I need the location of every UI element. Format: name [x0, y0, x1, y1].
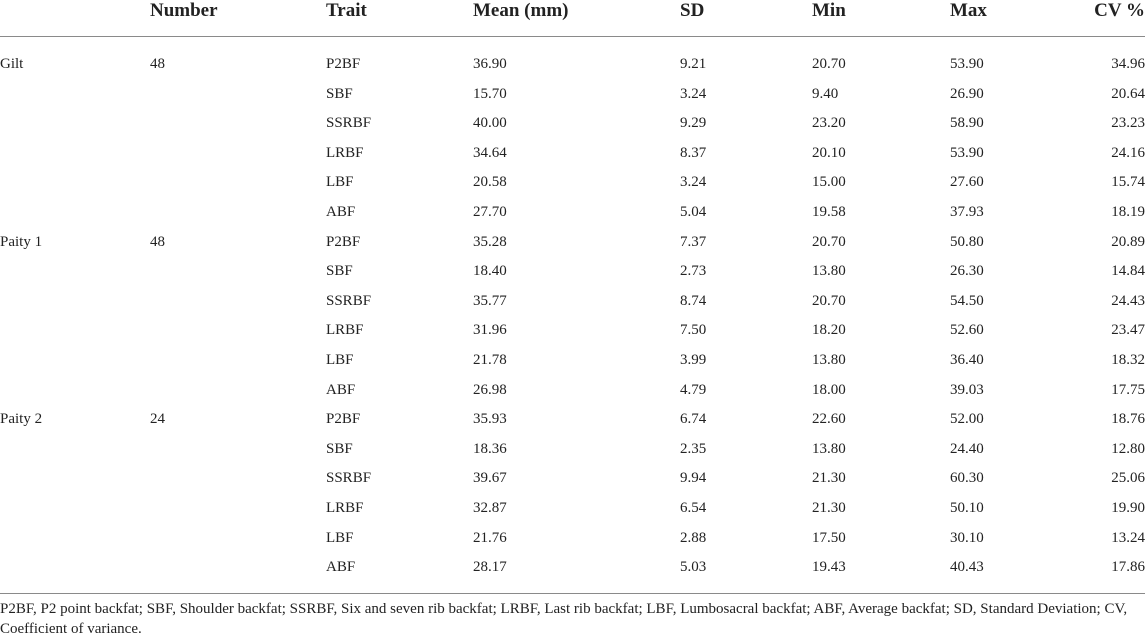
cell-mean: 20.58 [473, 174, 507, 191]
cell-min: 9.40 [812, 85, 839, 102]
cell-group [0, 262, 150, 292]
cell-group [0, 381, 150, 411]
cell-sd: 4.79 [680, 381, 707, 398]
header-group [0, 0, 150, 37]
cell-number [150, 381, 326, 411]
cell-max: 39.03 [950, 381, 984, 398]
cell-cv: 24.16 [1111, 144, 1145, 161]
cell-mean: 32.87 [473, 499, 507, 516]
cell-mean: 15.70 [473, 85, 507, 102]
cell-sd: 8.37 [680, 144, 707, 161]
cell-trait: P2BF [326, 56, 361, 72]
header-cv: CV % [1094, 0, 1145, 21]
cell-max: 52.00 [950, 411, 984, 428]
cell-trait: ABF [326, 203, 356, 220]
cell-mean: 31.96 [473, 322, 507, 339]
cell-min: 20.70 [812, 233, 846, 250]
cell-mean: 27.70 [473, 203, 507, 220]
cell-mean: 28.17 [473, 559, 507, 576]
table-row [0, 381, 1145, 411]
cell-group: Paity 1 [0, 233, 43, 250]
cell-number [150, 262, 326, 292]
cell-cv: 24.43 [1111, 292, 1145, 309]
cell-cv: 15.74 [1111, 174, 1145, 191]
table-row [0, 499, 1145, 529]
header-mean: Mean (mm) [473, 0, 569, 21]
cell-cv: 19.90 [1111, 499, 1145, 516]
cell-number [150, 321, 326, 351]
cell-mean: 21.76 [473, 529, 507, 546]
cell-number [150, 440, 326, 470]
cell-sd: 2.73 [680, 263, 707, 280]
cell-group [0, 558, 150, 598]
cell-sd: 5.03 [680, 559, 707, 576]
cell-sd: 5.04 [680, 203, 707, 220]
table-body [0, 37, 1145, 598]
cell-trait: SBF [326, 440, 353, 457]
cell-min: 13.80 [812, 263, 846, 280]
header-max: Max [950, 0, 987, 21]
cell-trait: P2BF [326, 233, 361, 250]
cell-sd: 3.24 [680, 174, 707, 191]
cell-max: 58.90 [950, 115, 984, 132]
cell-max: 50.10 [950, 499, 984, 516]
table-row [0, 144, 1145, 174]
table-row [0, 37, 1145, 85]
cell-cv: 20.64 [1111, 85, 1145, 102]
cell-min: 21.30 [812, 470, 846, 487]
cell-trait: LRBF [326, 322, 364, 339]
cell-trait: ABF [326, 559, 356, 576]
cell-group [0, 292, 150, 322]
table-row [0, 558, 1145, 598]
cell-group [0, 321, 150, 351]
cell-sd: 6.74 [680, 411, 707, 428]
cell-number: 48 [150, 56, 165, 72]
cell-number [150, 292, 326, 322]
cell-sd: 9.29 [680, 115, 707, 132]
cell-mean: 35.93 [473, 411, 507, 428]
cell-min: 18.20 [812, 322, 846, 339]
cell-max: 54.50 [950, 292, 984, 309]
cell-sd: 2.35 [680, 440, 707, 457]
cell-mean: 40.00 [473, 115, 507, 132]
cell-min: 22.60 [812, 411, 846, 428]
table-row [0, 469, 1145, 499]
cell-cv: 18.19 [1111, 203, 1145, 220]
table-row [0, 203, 1145, 233]
cell-cv: 17.75 [1111, 381, 1145, 398]
cell-group [0, 440, 150, 470]
cell-group: Paity 2 [0, 411, 43, 428]
header-trait: Trait [326, 0, 367, 21]
cell-trait: LBF [326, 351, 354, 368]
cell-mean: 39.67 [473, 470, 507, 487]
cell-mean: 18.40 [473, 263, 507, 280]
cell-trait: SBF [326, 263, 353, 280]
cell-sd: 7.50 [680, 322, 707, 339]
cell-cv: 17.86 [1111, 559, 1145, 576]
table-row [0, 410, 1145, 440]
cell-sd: 3.24 [680, 85, 707, 102]
cell-min: 18.00 [812, 381, 846, 398]
table-row [0, 262, 1145, 292]
table-row [0, 233, 1145, 263]
cell-cv: 25.06 [1111, 470, 1145, 487]
cell-number [150, 469, 326, 499]
cell-max: 24.40 [950, 440, 984, 457]
cell-trait: SBF [326, 85, 353, 102]
cell-group [0, 173, 150, 203]
cell-mean: 35.28 [473, 233, 507, 250]
cell-group [0, 351, 150, 381]
cell-group [0, 144, 150, 174]
cell-sd: 6.54 [680, 499, 707, 516]
cell-mean: 36.90 [473, 56, 507, 72]
table-row [0, 292, 1145, 322]
cell-cv: 20.89 [1111, 233, 1145, 250]
cell-max: 37.93 [950, 203, 984, 220]
cell-max: 26.90 [950, 85, 984, 102]
table-row [0, 440, 1145, 470]
cell-mean: 26.98 [473, 381, 507, 398]
cell-number: 24 [150, 411, 165, 428]
cell-min: 20.70 [812, 292, 846, 309]
cell-max: 52.60 [950, 322, 984, 339]
cell-max: 40.43 [950, 559, 984, 576]
cell-max: 53.90 [950, 56, 984, 72]
cell-group: Gilt [0, 56, 24, 72]
table-row [0, 321, 1145, 351]
cell-number [150, 529, 326, 559]
cell-number [150, 558, 326, 598]
cell-group [0, 469, 150, 499]
cell-max: 36.40 [950, 351, 984, 368]
cell-max: 53.90 [950, 144, 984, 161]
cell-sd: 8.74 [680, 292, 707, 309]
table-row [0, 85, 1145, 115]
header-row [0, 0, 1145, 37]
cell-mean: 35.77 [473, 292, 507, 309]
table-bottom-rule [0, 593, 1145, 594]
cell-cv: 23.47 [1111, 322, 1145, 339]
cell-trait: LRBF [326, 144, 364, 161]
table-header [0, 0, 1145, 37]
cell-sd: 9.21 [680, 56, 707, 72]
table-footnote: P2BF, P2 point backfat; SBF, Shoulder backfat; SSRBF, Six and seven rib backfat; LRBF, Last rib backfat; LBF, Lumbosacral backfat; ABF, Average backfat; SD, Standard Deviation; CV, Coefficient of variance. [0, 601, 1128, 637]
cell-group [0, 85, 150, 115]
cell-number [150, 114, 326, 144]
cell-trait: ABF [326, 381, 356, 398]
cell-number [150, 351, 326, 381]
cell-min: 19.43 [812, 559, 846, 576]
cell-mean: 34.64 [473, 144, 507, 161]
cell-min: 15.00 [812, 174, 846, 191]
header-number: Number [150, 0, 218, 21]
cell-sd: 9.94 [680, 470, 707, 487]
cell-cv: 18.76 [1111, 411, 1145, 428]
cell-cv: 34.96 [1111, 56, 1145, 72]
table-row [0, 351, 1145, 381]
cell-number: 48 [150, 233, 165, 250]
cell-group [0, 529, 150, 559]
cell-min: 19.58 [812, 203, 846, 220]
cell-cv: 14.84 [1111, 263, 1145, 280]
cell-min: 17.50 [812, 529, 846, 546]
cell-cv: 12.80 [1111, 440, 1145, 457]
cell-sd: 7.37 [680, 233, 707, 250]
cell-number [150, 499, 326, 529]
cell-sd: 2.88 [680, 529, 707, 546]
cell-max: 26.30 [950, 263, 984, 280]
cell-number [150, 173, 326, 203]
cell-trait: SSRBF [326, 470, 372, 487]
cell-trait: SSRBF [326, 292, 372, 309]
cell-trait: P2BF [326, 411, 361, 428]
cell-trait: LBF [326, 174, 354, 191]
cell-cv: 18.32 [1111, 351, 1145, 368]
cell-number [150, 85, 326, 115]
cell-number [150, 203, 326, 233]
cell-min: 13.80 [812, 351, 846, 368]
cell-min: 23.20 [812, 115, 846, 132]
header-min: Min [812, 0, 846, 21]
cell-min: 20.10 [812, 144, 846, 161]
cell-max: 27.60 [950, 174, 984, 191]
cell-cv: 13.24 [1111, 529, 1145, 546]
cell-trait: SSRBF [326, 115, 372, 132]
cell-cv: 23.23 [1111, 115, 1145, 132]
cell-min: 21.30 [812, 499, 846, 516]
cell-trait: LRBF [326, 499, 364, 516]
cell-max: 30.10 [950, 529, 984, 546]
cell-min: 13.80 [812, 440, 846, 457]
table-row [0, 529, 1145, 559]
cell-number [150, 144, 326, 174]
header-sd: SD [680, 0, 705, 21]
cell-min: 20.70 [812, 56, 846, 72]
cell-mean: 21.78 [473, 351, 507, 368]
cell-group [0, 114, 150, 144]
cell-group [0, 499, 150, 529]
cell-max: 50.80 [950, 233, 984, 250]
cell-mean: 18.36 [473, 440, 507, 457]
cell-max: 60.30 [950, 470, 984, 487]
table-row [0, 173, 1145, 203]
table-row [0, 114, 1145, 144]
cell-group [0, 203, 150, 233]
cell-trait: LBF [326, 529, 354, 546]
cell-sd: 3.99 [680, 351, 707, 368]
